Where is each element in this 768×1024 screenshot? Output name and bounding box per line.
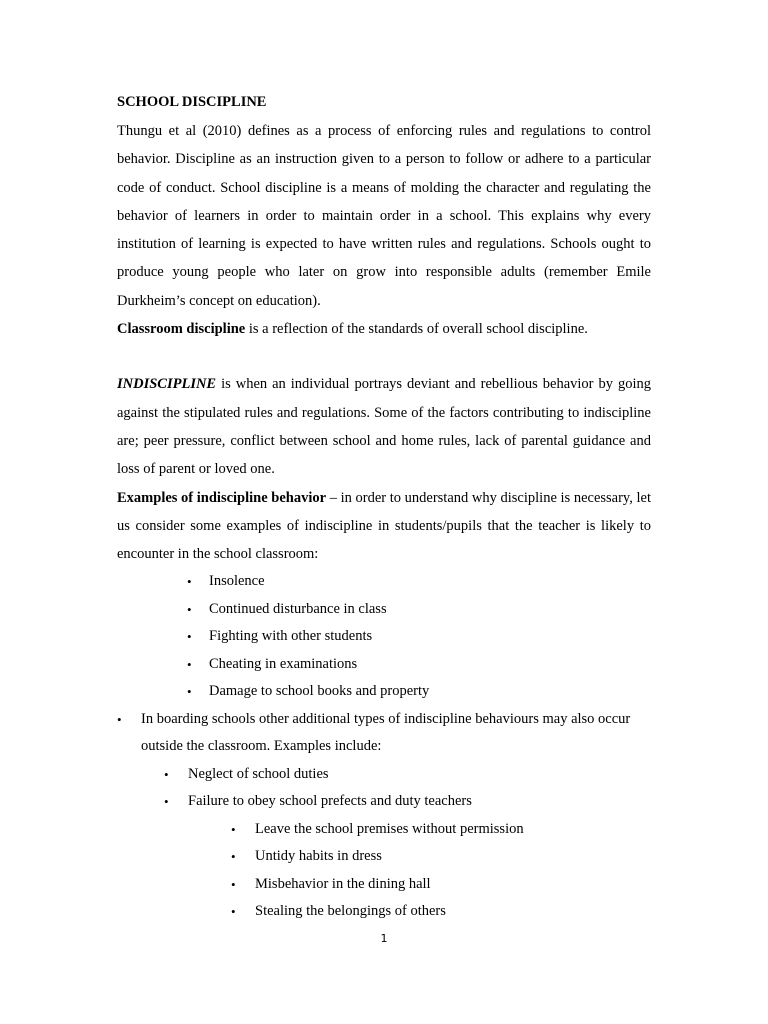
page-number: 1: [380, 932, 388, 945]
list-item: • Damage to school books and property: [117, 678, 651, 706]
document-page: [117, 90, 651, 926]
bullet-icon: •: [187, 656, 192, 672]
paragraph-examples: [117, 484, 651, 569]
bullet-icon: •: [117, 711, 122, 727]
list-item: • Continued disturbance in class: [117, 596, 651, 624]
disobedience-examples-list: [117, 816, 651, 926]
bullet-icon: •: [231, 904, 236, 920]
boarding-school-list: [117, 706, 651, 761]
term-indiscipline: INDISCIPLINE: [117, 376, 217, 393]
boarding-examples-list: [117, 761, 651, 816]
bullet-icon: •: [187, 629, 192, 645]
bullet-icon: •: [187, 574, 192, 590]
list-item: • Stealing the belongings of others: [117, 898, 651, 926]
list-item: • Untidy habits in dress: [117, 843, 651, 871]
paragraph-gap: [117, 343, 651, 370]
bullet-icon: •: [231, 876, 236, 892]
bullet-icon: •: [231, 849, 236, 865]
indiscipline-text: is when an individual portrays deviant and rebellious behavior by going against the stipulated rules and regulations. Some of the factors contributing to indiscipline are; peer pressure, conflict between school and home rules, lack of parental guidance and loss of parent or loved one.: [117, 376, 651, 478]
list-item: • Misbehavior in the dining hall: [117, 871, 651, 899]
list-item: • Leave the school premises without permission: [117, 816, 651, 844]
bullet-icon: •: [231, 821, 236, 837]
bullet-icon: •: [187, 684, 192, 700]
list-item-boarding: • In boarding schools other additional types of indiscipline behaviours may also occur outside the classroom. Examples include:: [117, 706, 651, 761]
list-item: • Cheating in examinations: [117, 651, 651, 679]
classroom-indiscipline-list: [117, 568, 651, 706]
list-item: • Fighting with other students: [117, 623, 651, 651]
examples-text: – in order to understand why discipline is necessary, let us consider some examples of indiscipline in students/pupils that the teacher is likely to encounter in the school classroom:: [117, 489, 651, 563]
document-title: SCHOOL DISCIPLINE: [117, 94, 267, 110]
term-classroom-discipline: Classroom discipline: [117, 321, 246, 338]
bullet-icon: •: [164, 794, 169, 810]
list-item: • Failure to obey school prefects and duty teachers: [117, 788, 651, 816]
list-item: • Insolence: [117, 568, 651, 596]
paragraph-school-discipline: Thungu et al (2010) defines as a process of enforcing rules and regulations to control behavior. Discipline as an instruction given to a person to follow or adhere to a particular code of conduct. School discipline is a means of molding the character and regulating the behavior of learners in order to maintain order in a school. This explains why every institution of learning is expected to have written rules and regulations. Schools ought to produce young people who later on grow into responsible adults (remember Emile Durkheim’s concept on education).: [117, 123, 651, 309]
classroom-discipline-text: is a reflection of the standards of overall school discipline.: [245, 321, 588, 338]
bullet-icon: •: [187, 601, 192, 617]
paragraph-classroom-discipline: [117, 315, 651, 343]
term-examples: Examples of indiscipline behavior: [117, 489, 327, 506]
bullet-icon: •: [164, 766, 169, 782]
list-item: • Neglect of school duties: [117, 761, 651, 789]
paragraph-indiscipline: [117, 370, 651, 483]
